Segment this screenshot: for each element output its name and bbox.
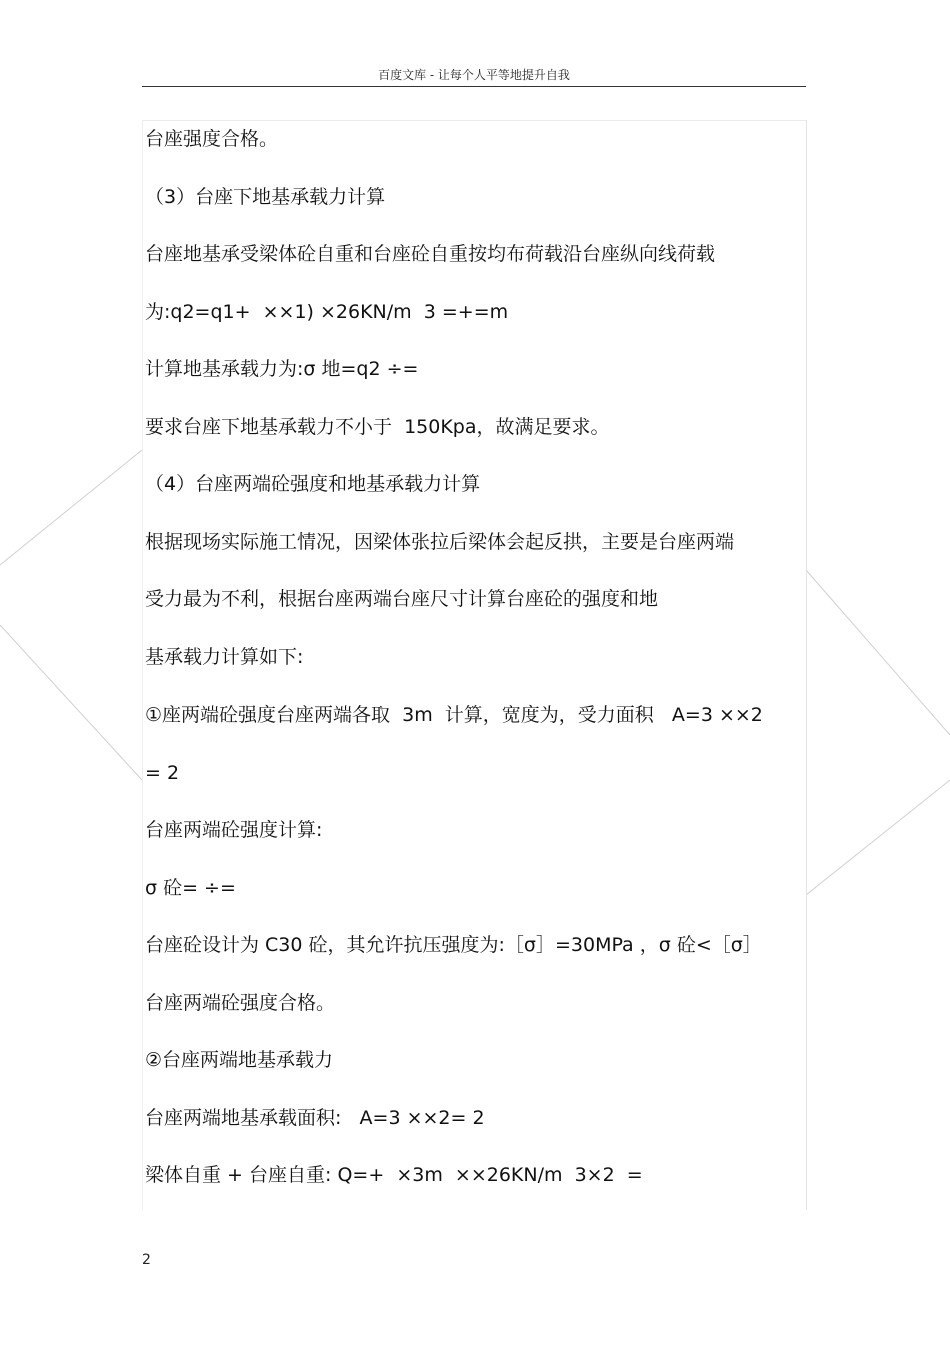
body-line: ①座两端砼强度台座两端各取 3m 计算，宽度为，受力面积 A=3 ××2: [145, 704, 763, 726]
body-line: 台座两端砼强度计算:: [145, 819, 323, 841]
body-line: 受力最为不利，根据台座两端台座尺寸计算台座砼的强度和地: [145, 588, 659, 610]
formula-line: σ 砼= ÷=: [145, 877, 236, 899]
formula-line: 为:q2=q1+ ××1) ×26KN/m 3 =+=m: [145, 301, 509, 323]
section-heading-3: （3）台座下地基承载力计算: [145, 186, 386, 208]
subsection-heading: ②台座两端地基承载力: [145, 1049, 334, 1071]
formula-line: 计算地基承载力为:σ 地=q2 ÷=: [145, 358, 419, 380]
content-frame-right: [806, 120, 807, 1210]
formula-line: = 2: [145, 762, 180, 784]
body-line: 要求台座下地基承载力不小于 150Kpa，故满足要求。: [145, 416, 610, 438]
content-frame-left: [142, 120, 143, 1210]
body-line: 台座两端砼强度合格。: [145, 992, 336, 1014]
page-number: 2: [142, 1252, 151, 1268]
body-line: 台座砼设计为 C30 砼，其允许抗压强度为:［σ］=30MPa ，σ 砼<［σ］: [145, 934, 762, 956]
body-line: 根据现场实际施工情况，因梁体张拉后梁体会起反拱，主要是台座两端: [145, 531, 735, 553]
body-line: 台座强度合格。: [145, 128, 279, 150]
header-divider: [142, 86, 806, 87]
content-frame-top: [142, 120, 806, 121]
body-line: 台座地基承受梁体砼自重和台座砼自重按均布荷载沿台座纵向线荷载: [145, 243, 716, 265]
formula-line: 台座两端地基承载面积: A=3 ××2= 2: [145, 1107, 485, 1129]
body-line: 基承载力计算如下:: [145, 646, 304, 668]
formula-line: 梁体自重 + 台座自重: Q=+ ×3m ××26KN/m 3×2 =: [145, 1164, 643, 1186]
document-header: 百度文库 - 让每个人平等地提升自我: [378, 68, 570, 82]
section-heading-4: （4）台座两端砼强度和地基承载力计算: [145, 473, 481, 495]
